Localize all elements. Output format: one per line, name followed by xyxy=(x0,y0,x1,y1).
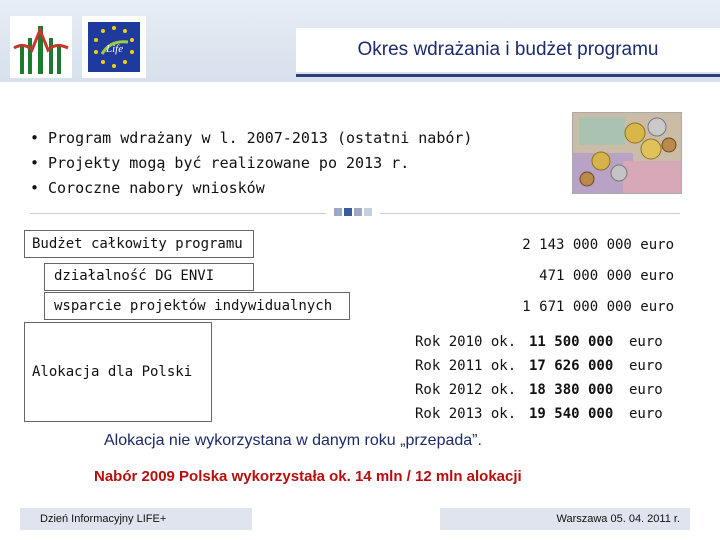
allocation-unit: euro xyxy=(629,334,663,350)
forest-logo-icon xyxy=(10,16,72,78)
budget-row-value: 471 000 000 euro xyxy=(539,268,674,284)
budget-row-label: wsparcie projektów indywidualnych xyxy=(54,298,333,314)
budget-total-label: Budżet całkowity programu xyxy=(32,236,243,252)
life-logo-icon xyxy=(82,16,146,78)
allocation-amount: 11 500 000 xyxy=(529,334,614,350)
allocation-label: Alokacja dla Polski xyxy=(32,364,193,380)
bullet-list xyxy=(30,126,472,201)
allocation-amount: 18 380 000 xyxy=(529,382,614,398)
allocation-note: Alokacja nie wykorzystana w danym roku „przepada”. xyxy=(104,432,482,449)
budget-row-value: 1 671 000 000 euro xyxy=(522,299,674,315)
footer-right: Warszawa 05. 04. 2011 r. xyxy=(440,508,690,530)
allocation-amount: 17 626 000 xyxy=(529,358,614,374)
allocation-year: Rok 2013 ok. xyxy=(415,406,517,422)
footer-left: Dzień Informacyjny LIFE+ xyxy=(20,508,252,530)
svg-text:Life: Life xyxy=(106,43,124,55)
page-title: Okres wdrażania i budżet programu xyxy=(296,28,720,72)
allocation-unit: euro xyxy=(629,406,663,422)
highlight-text: Nabór 2009 Polska wykorzystała ok. 14 mln / 12 mln alokacji xyxy=(94,468,522,485)
title-underline xyxy=(296,74,720,77)
allocation-row xyxy=(415,378,663,402)
allocation-list xyxy=(415,330,663,426)
allocation-year: Rok 2011 ok. xyxy=(415,358,517,374)
allocation-unit: euro xyxy=(629,382,663,398)
bullet-item: • Program wdrażany w l. 2007-2013 (ostatni nabór) xyxy=(30,126,472,151)
allocation-year: Rok 2012 ok. xyxy=(415,382,517,398)
allocation-row xyxy=(415,402,663,426)
budget-total-value: 2 143 000 000 euro xyxy=(522,237,674,253)
bullet-item: • Coroczne nabory wniosków xyxy=(30,176,472,201)
section-divider xyxy=(30,212,680,213)
allocation-year: Rok 2010 ok. xyxy=(415,334,517,350)
allocation-unit: euro xyxy=(629,358,663,374)
allocation-row xyxy=(415,330,663,354)
allocation-amount: 19 540 000 xyxy=(529,406,614,422)
bullet-item: • Projekty mogą być realizowane po 2013 r. xyxy=(30,151,472,176)
budget-row-label: działalność DG ENVI xyxy=(54,268,215,284)
coins-photo-icon xyxy=(572,112,682,194)
allocation-row xyxy=(415,354,663,378)
